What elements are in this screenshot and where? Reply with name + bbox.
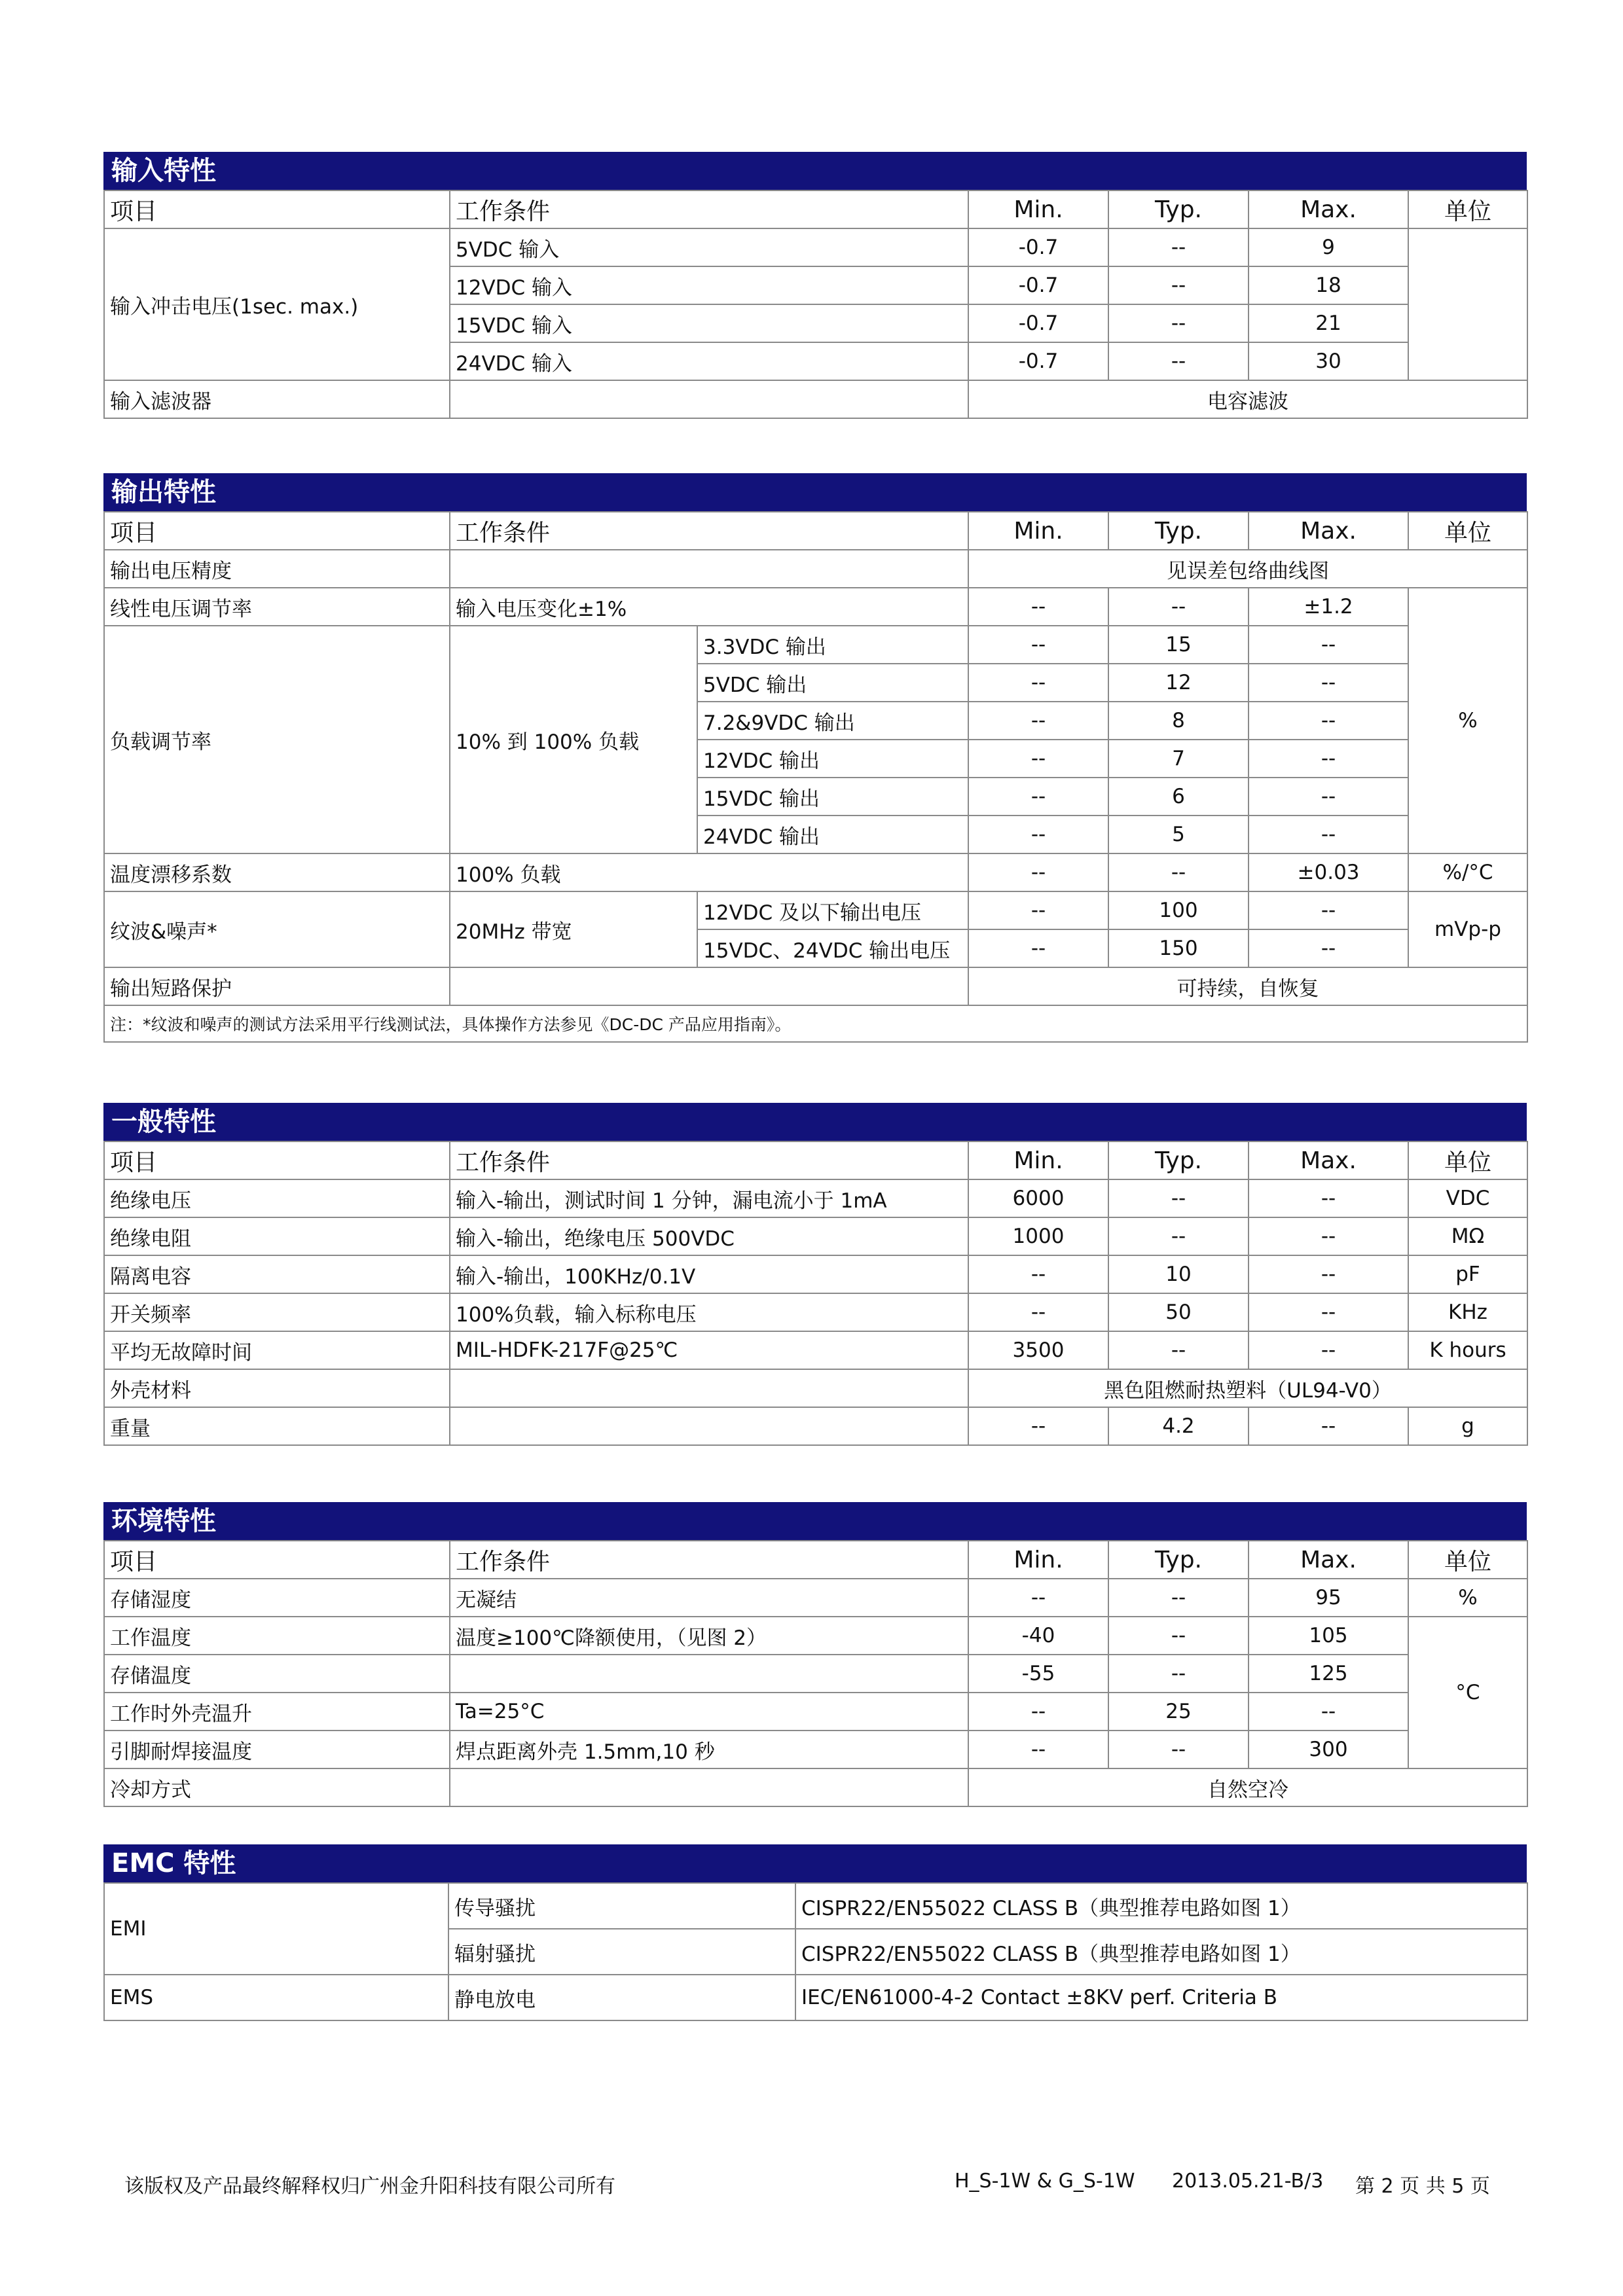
- line-max: ±1.2: [1249, 588, 1408, 626]
- general-max: --: [1249, 1331, 1408, 1369]
- load-typ: 5: [1108, 816, 1249, 853]
- table-row: [104, 853, 1527, 891]
- emi-type: 传导骚扰: [448, 1883, 795, 1929]
- filter-value: 电容滤波: [968, 380, 1527, 418]
- output-section: [103, 473, 1527, 1043]
- header-typ: Typ.: [1108, 1541, 1249, 1579]
- env-item: 工作温度: [104, 1617, 450, 1655]
- weight-unit: g: [1408, 1407, 1527, 1445]
- ripple-typ: 150: [1108, 929, 1249, 967]
- general-table: [103, 1141, 1528, 1446]
- temp-typ: --: [1108, 853, 1249, 891]
- ripple-sub: 15VDC、24VDC 输出电压: [697, 929, 968, 967]
- table-row: [104, 1768, 1527, 1806]
- load-max: --: [1249, 740, 1408, 778]
- output-table: [103, 511, 1528, 1043]
- load-min: --: [968, 740, 1108, 778]
- weight-label: 重量: [104, 1407, 450, 1445]
- general-section-title: 一般特性: [103, 1103, 1527, 1141]
- general-typ: --: [1108, 1179, 1249, 1217]
- general-cond: 100%负载，输入标称电压: [450, 1293, 968, 1331]
- general-min: --: [968, 1293, 1108, 1331]
- table-row: [104, 1293, 1527, 1331]
- case-value: 黑色阻燃耐热塑料（UL94-V0）: [968, 1369, 1527, 1407]
- load-min: --: [968, 702, 1108, 740]
- load-sub: 3.3VDC 输出: [697, 626, 968, 664]
- header-typ: Typ.: [1108, 190, 1249, 228]
- table-row: [104, 1883, 1527, 1929]
- environment-section: [103, 1502, 1527, 1807]
- table-row: [104, 1693, 1527, 1731]
- line-typ: --: [1108, 588, 1249, 626]
- input-section: [103, 152, 1527, 419]
- surge-typ: --: [1108, 304, 1249, 342]
- humidity-cond: 无凝结: [450, 1579, 968, 1617]
- weight-typ: 4.2: [1108, 1407, 1249, 1445]
- header-condition: 工作条件: [450, 1141, 968, 1179]
- table-row: [104, 891, 1527, 929]
- general-unit: VDC: [1408, 1179, 1527, 1217]
- footer-date: 2013.05.21-B/3: [1172, 2170, 1324, 2193]
- surge-unit: [1408, 228, 1527, 380]
- general-typ: --: [1108, 1331, 1249, 1369]
- ripple-typ: 100: [1108, 891, 1249, 929]
- surge-typ: --: [1108, 266, 1249, 304]
- general-typ: --: [1108, 1217, 1249, 1255]
- env-min: --: [968, 1693, 1108, 1731]
- general-max: --: [1249, 1255, 1408, 1293]
- header-item: 项目: [104, 1541, 450, 1579]
- general-item: 绝缘电压: [104, 1179, 450, 1217]
- filter-cond: [450, 380, 968, 418]
- header-row: [104, 190, 1527, 228]
- env-max: --: [1249, 1693, 1408, 1731]
- input-section-title: 输入特性: [103, 152, 1527, 190]
- accuracy-cond: [450, 550, 968, 588]
- line-min: --: [968, 588, 1108, 626]
- short-cond: [450, 967, 968, 1005]
- general-min: --: [968, 1255, 1108, 1293]
- general-unit: K hours: [1408, 1331, 1527, 1369]
- load-typ: 15: [1108, 626, 1249, 664]
- table-row: [104, 626, 1527, 664]
- header-condition: 工作条件: [450, 190, 968, 228]
- env-item: 存储温度: [104, 1655, 450, 1693]
- humidity-label: 存储湿度: [104, 1579, 450, 1617]
- emi-std: CISPR22/EN55022 CLASS B（典型推荐电路如图 1）: [795, 1929, 1527, 1975]
- general-unit: pF: [1408, 1255, 1527, 1293]
- emc-table: [103, 1882, 1528, 2021]
- humidity-max: 95: [1249, 1579, 1408, 1617]
- env-typ: --: [1108, 1655, 1249, 1693]
- load-max: --: [1249, 664, 1408, 702]
- header-unit: 单位: [1408, 1141, 1527, 1179]
- table-row: [104, 1369, 1527, 1407]
- surge-typ: --: [1108, 342, 1249, 380]
- table-row: [104, 380, 1527, 418]
- env-typ: --: [1108, 1617, 1249, 1655]
- env-item: 工作时外壳温升: [104, 1693, 450, 1731]
- weight-min: --: [968, 1407, 1108, 1445]
- line-cond: 输入电压变化±1%: [450, 588, 968, 626]
- emi-label: EMI: [104, 1883, 448, 1975]
- header-max: Max.: [1249, 1141, 1408, 1179]
- surge-max: 9: [1249, 228, 1408, 266]
- environment-table: [103, 1540, 1528, 1807]
- surge-min: -0.7: [968, 304, 1108, 342]
- accuracy-value: 见误差包络曲线图: [968, 550, 1527, 588]
- ems-label: EMS: [104, 1975, 448, 2020]
- env-min: -40: [968, 1617, 1108, 1655]
- temp-min: --: [968, 853, 1108, 891]
- surge-max: 30: [1249, 342, 1408, 380]
- cooling-value: 自然空冷: [968, 1768, 1527, 1806]
- ems-type: 静电放电: [448, 1975, 795, 2020]
- emc-section: [103, 1844, 1527, 2021]
- load-min: --: [968, 816, 1108, 853]
- surge-cond: 5VDC 输入: [450, 228, 968, 266]
- env-cond: Ta=25°C: [450, 1693, 968, 1731]
- humidity-typ: --: [1108, 1579, 1249, 1617]
- general-item: 隔离电容: [104, 1255, 450, 1293]
- header-condition: 工作条件: [450, 1541, 968, 1579]
- general-min: 1000: [968, 1217, 1108, 1255]
- load-sub: 12VDC 输出: [697, 740, 968, 778]
- env-max: 105: [1249, 1617, 1408, 1655]
- footer-copyright: 该版权及产品最终解释权归广州金升阳科技有限公司所有: [124, 2175, 615, 2198]
- general-max: --: [1249, 1293, 1408, 1331]
- env-min: --: [968, 1731, 1108, 1768]
- load-max: --: [1249, 778, 1408, 816]
- general-typ: 50: [1108, 1293, 1249, 1331]
- temp-label: 温度漂移系数: [104, 853, 450, 891]
- load-max: --: [1249, 626, 1408, 664]
- emc-section-title: EMC 特性: [103, 1844, 1527, 1882]
- footer-page: 第 2 页 共 5 页: [1355, 2175, 1490, 2198]
- humidity-unit: %: [1408, 1579, 1527, 1617]
- case-label: 外壳材料: [104, 1369, 450, 1407]
- filter-label: 输入滤波器: [104, 380, 450, 418]
- env-typ: 25: [1108, 1693, 1249, 1731]
- ripple-max: --: [1249, 929, 1408, 967]
- accuracy-label: 输出电压精度: [104, 550, 450, 588]
- temp-unit: %/°C: [1408, 853, 1527, 891]
- surge-label: 输入冲击电压(1sec. max.): [104, 228, 450, 380]
- surge-min: -0.7: [968, 228, 1108, 266]
- table-row: [104, 1617, 1527, 1655]
- load-typ: 12: [1108, 664, 1249, 702]
- surge-cond: 15VDC 输入: [450, 304, 968, 342]
- table-row: [104, 588, 1527, 626]
- general-cond: MIL-HDFK-217F@25℃: [450, 1331, 968, 1369]
- env-typ: --: [1108, 1731, 1249, 1768]
- line-label: 线性电压调节率: [104, 588, 450, 626]
- short-label: 输出短路保护: [104, 967, 450, 1005]
- emi-type: 辐射骚扰: [448, 1929, 795, 1975]
- env-cond: [450, 1655, 968, 1693]
- general-item: 开关频率: [104, 1293, 450, 1331]
- general-item: 平均无故障时间: [104, 1331, 450, 1369]
- regulation-unit: %: [1408, 588, 1527, 853]
- load-min: --: [968, 664, 1108, 702]
- ripple-label: 纹波&噪声*: [104, 891, 450, 967]
- load-cond: 10% 到 100% 负载: [450, 626, 697, 853]
- general-min: 3500: [968, 1331, 1108, 1369]
- header-max: Max.: [1249, 190, 1408, 228]
- header-row: [104, 1541, 1527, 1579]
- ripple-note: 注：*纹波和噪声的测试方法采用平行线测试法，具体操作方法参见《DC-DC 产品应用指南》。: [104, 1005, 1527, 1042]
- header-typ: Typ.: [1108, 1141, 1249, 1179]
- header-min: Min.: [968, 512, 1108, 550]
- table-row: [104, 1179, 1527, 1217]
- general-min: 6000: [968, 1179, 1108, 1217]
- case-cond: [450, 1369, 968, 1407]
- general-cond: 输入-输出，100KHz/0.1V: [450, 1255, 968, 1293]
- short-value: 可持续，自恢复: [968, 967, 1527, 1005]
- emi-std: CISPR22/EN55022 CLASS B（典型推荐电路如图 1）: [795, 1883, 1527, 1929]
- header-min: Min.: [968, 1141, 1108, 1179]
- load-min: --: [968, 778, 1108, 816]
- header-max: Max.: [1249, 1541, 1408, 1579]
- ripple-max: --: [1249, 891, 1408, 929]
- load-sub: 5VDC 输出: [697, 664, 968, 702]
- env-max: 125: [1249, 1655, 1408, 1693]
- surge-max: 18: [1249, 266, 1408, 304]
- header-min: Min.: [968, 190, 1108, 228]
- ems-std: IEC/EN61000-4-2 Contact ±8KV perf. Criteria B: [795, 1975, 1527, 2020]
- table-row: [104, 1579, 1527, 1617]
- env-min: -55: [968, 1655, 1108, 1693]
- general-typ: 10: [1108, 1255, 1249, 1293]
- header-unit: 单位: [1408, 512, 1527, 550]
- table-row: [104, 1407, 1527, 1445]
- env-cond: 温度≥100℃降额使用，（见图 2）: [450, 1617, 968, 1655]
- ripple-cond: 20MHz 带宽: [450, 891, 697, 967]
- surge-min: -0.7: [968, 342, 1108, 380]
- output-section-title: 输出特性: [103, 473, 1527, 511]
- weight-cond: [450, 1407, 968, 1445]
- ripple-min: --: [968, 891, 1108, 929]
- surge-max: 21: [1249, 304, 1408, 342]
- load-sub: 7.2&9VDC 输出: [697, 702, 968, 740]
- env-cond: 焊点距离外壳 1.5mm,10 秒: [450, 1731, 968, 1768]
- general-max: --: [1249, 1179, 1408, 1217]
- ripple-min: --: [968, 929, 1108, 967]
- env-temp-unit: °C: [1408, 1617, 1527, 1768]
- general-cond: 输入-输出，绝缘电压 500VDC: [450, 1217, 968, 1255]
- header-item: 项目: [104, 512, 450, 550]
- header-condition: 工作条件: [450, 512, 968, 550]
- table-row: [104, 550, 1527, 588]
- load-sub: 15VDC 输出: [697, 778, 968, 816]
- footer-model: H_S-1W & G_S-1W: [955, 2170, 1135, 2193]
- general-cond: 输入-输出，测试时间 1 分钟，漏电流小于 1mA: [450, 1179, 968, 1217]
- header-row: [104, 512, 1527, 550]
- load-max: --: [1249, 816, 1408, 853]
- header-unit: 单位: [1408, 190, 1527, 228]
- general-unit: KHz: [1408, 1293, 1527, 1331]
- table-row: [104, 1975, 1527, 2020]
- header-typ: Typ.: [1108, 512, 1249, 550]
- load-max: --: [1249, 702, 1408, 740]
- table-row: [104, 1217, 1527, 1255]
- table-row: [104, 1731, 1527, 1768]
- env-item: 引脚耐焊接温度: [104, 1731, 450, 1768]
- surge-cond: 12VDC 输入: [450, 266, 968, 304]
- table-row: [104, 1331, 1527, 1369]
- table-row: [104, 1255, 1527, 1293]
- load-sub: 24VDC 输出: [697, 816, 968, 853]
- load-min: --: [968, 626, 1108, 664]
- surge-min: -0.7: [968, 266, 1108, 304]
- load-typ: 7: [1108, 740, 1249, 778]
- general-item: 绝缘电阻: [104, 1217, 450, 1255]
- cooling-label: 冷却方式: [104, 1768, 450, 1806]
- header-unit: 单位: [1408, 1541, 1527, 1579]
- table-row: [104, 1655, 1527, 1693]
- load-label: 负载调节率: [104, 626, 450, 853]
- general-max: --: [1249, 1217, 1408, 1255]
- env-max: 300: [1249, 1731, 1408, 1768]
- cooling-cond: [450, 1768, 968, 1806]
- table-row: [104, 228, 1527, 266]
- ripple-unit: mVp-p: [1408, 891, 1527, 967]
- table-row: [104, 1005, 1527, 1042]
- table-row: [104, 967, 1527, 1005]
- general-section: [103, 1103, 1527, 1446]
- header-min: Min.: [968, 1541, 1108, 1579]
- load-typ: 6: [1108, 778, 1249, 816]
- environment-section-title: 环境特性: [103, 1502, 1527, 1540]
- load-typ: 8: [1108, 702, 1249, 740]
- ripple-sub: 12VDC 及以下输出电压: [697, 891, 968, 929]
- humidity-min: --: [968, 1579, 1108, 1617]
- weight-max: --: [1249, 1407, 1408, 1445]
- general-unit: MΩ: [1408, 1217, 1527, 1255]
- input-table: [103, 190, 1528, 419]
- temp-max: ±0.03: [1249, 853, 1408, 891]
- header-row: [104, 1141, 1527, 1179]
- surge-cond: 24VDC 输入: [450, 342, 968, 380]
- header-max: Max.: [1249, 512, 1408, 550]
- header-item: 项目: [104, 1141, 450, 1179]
- header-item: 项目: [104, 190, 450, 228]
- temp-cond: 100% 负载: [450, 853, 968, 891]
- surge-typ: --: [1108, 228, 1249, 266]
